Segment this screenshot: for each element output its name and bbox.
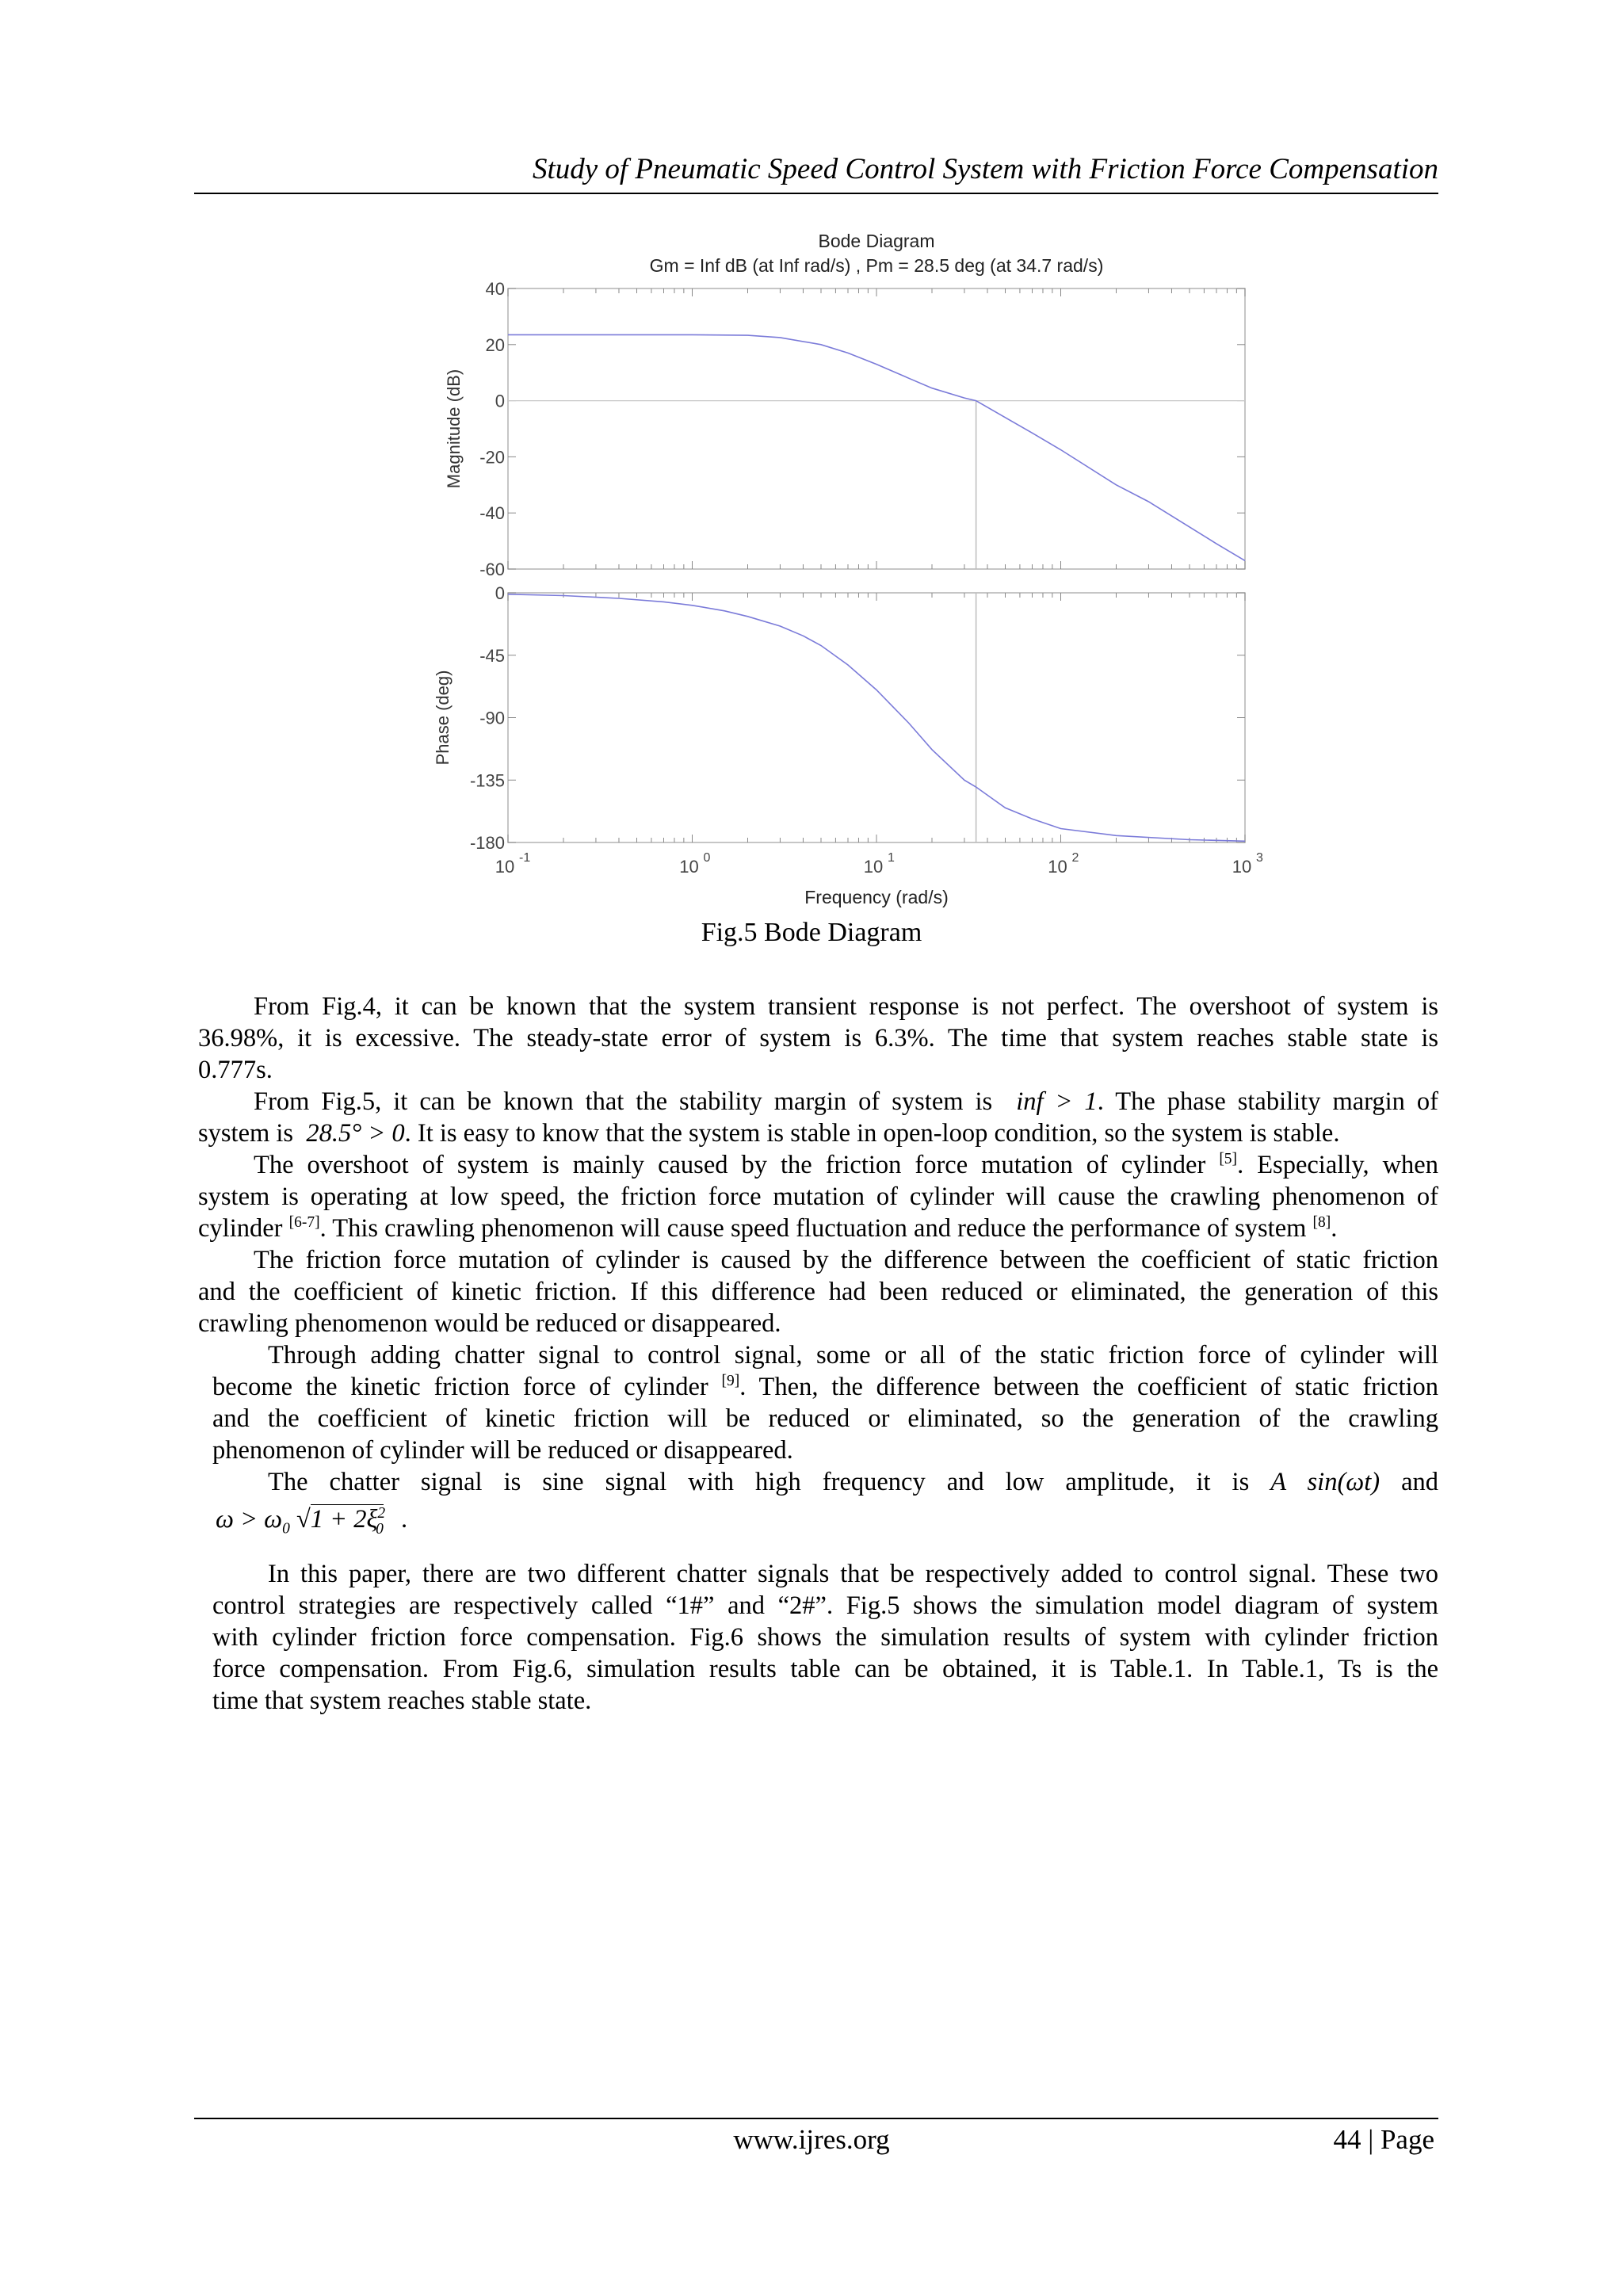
footer-rule	[194, 2118, 1438, 2119]
math-span: 1 + 2ξ	[310, 1505, 378, 1534]
text-span: . This crawling phenomenon will cause speed fluctuation and reduce the performance of system	[319, 1214, 1307, 1243]
magnitude-series-line	[508, 334, 1245, 560]
math-subscript: 0	[282, 1520, 290, 1538]
magnitude-ytick-label: -40	[479, 503, 505, 524]
paragraph-1	[198, 991, 1438, 1086]
chart-title: Bode Diagram	[818, 231, 935, 251]
math-superscript: 2	[377, 1505, 386, 1522]
xtick-label-base: 10	[495, 857, 515, 877]
text-line: crawling phenomenon would be reduced or disappeared.	[198, 1309, 781, 1338]
paragraph-5	[212, 1339, 1438, 1466]
text-line: From Fig.4, it can be known that the system transient response is not perfect. The overshoot of system is	[254, 992, 1438, 1021]
text-line: system is operating at low speed, the friction force mutation of cylinder will cause the crawling phenomenon of	[198, 1182, 1438, 1211]
text-line: 36.98%, it is excessive. The steady-state error of system is 6.3%. The time that system reaches stable state is	[198, 1024, 1438, 1052]
xtick-label-exponent: 1	[888, 851, 895, 865]
text-line: force compensation. From Fig.6, simulation results table can be obtained, it is Table.1. In Table.1, Ts is the	[212, 1655, 1438, 1683]
magnitude-ytick-label: 40	[485, 279, 505, 299]
text-line: control strategies are respectively called “1#” and “2#”. Fig.5 shows the simulation model diagram of system	[212, 1591, 1438, 1620]
phase-ytick-label: -135	[469, 770, 505, 791]
text-span: cylinder	[198, 1214, 283, 1243]
running-header-title: Study of Pneumatic Speed Control System with Friction Force Compensation	[532, 153, 1438, 185]
text-line: time that system reaches stable state.	[212, 1687, 592, 1715]
text-span: . It is easy to know that the system is stable in open-loop condition, so the system is stable.	[404, 1119, 1340, 1148]
xtick-label-exponent: 0	[703, 851, 711, 865]
math-span: ω > ω	[216, 1505, 283, 1534]
xtick-label-base: 10	[1048, 857, 1067, 877]
text-span: . Then, the difference between the coefficient of static friction	[739, 1373, 1438, 1401]
text-span: become the kinetic friction force of cylinder	[212, 1373, 708, 1401]
phase-ytick-label: -180	[469, 833, 505, 853]
text-line: The friction force mutation of cylinder is caused by the difference between the coefficient of static friction	[254, 1246, 1438, 1274]
magnitude-ytick-label: -60	[479, 560, 505, 579]
paragraph-2	[198, 1086, 1438, 1149]
text-span: system is	[198, 1119, 294, 1148]
footer-page-number: 44 | Page	[1333, 2124, 1434, 2155]
phase-axes-box	[508, 593, 1245, 842]
chart-subtitle: Gm = Inf dB (at Inf rad/s) , Pm = 28.5 deg (at 34.7 rad/s)	[649, 255, 1104, 276]
sqrt-radicand	[310, 1504, 386, 1538]
xtick-label-exponent: 2	[1071, 851, 1079, 865]
phase-ytick-label: -90	[479, 708, 505, 728]
text-line: with cylinder friction force compensation. Fig.6 shows the simulation results of system with cylinder friction	[212, 1623, 1438, 1652]
citation: [8]	[1312, 1214, 1331, 1232]
text-span: From Fig.5, it can be known that the stability margin of system is	[254, 1087, 993, 1116]
citation: [9]	[721, 1373, 740, 1390]
text-line: Through adding chatter signal to control signal, some or all of the static friction force of cylinder will	[268, 1341, 1438, 1370]
chatter-signal-expression: A sin(ωt)	[1270, 1468, 1381, 1496]
text-line: In this paper, there are two different chatter signals that be respectively added to control signal. These two	[268, 1560, 1438, 1588]
paragraph-4	[198, 1244, 1438, 1339]
frequency-condition-expression	[216, 1505, 390, 1538]
paragraph-6	[212, 1466, 1438, 1498]
phase-margin-expression: 28.5° > 0	[306, 1119, 405, 1148]
phase-ytick-label: -45	[479, 645, 505, 666]
text-span: .	[401, 1505, 408, 1534]
magnitude-ytick-label: -20	[479, 447, 505, 468]
text-line: phenomenon of cylinder will be reduced or disappeared.	[212, 1436, 793, 1465]
text-line	[198, 1213, 1438, 1244]
text-line: 0.777s.	[198, 1056, 273, 1084]
citation: [6-7]	[288, 1214, 320, 1232]
magnitude-ytick-label: 0	[495, 391, 505, 411]
text-line	[198, 1149, 1438, 1181]
paragraph-7	[212, 1558, 1438, 1717]
text-span: .	[1331, 1214, 1338, 1243]
xtick-label-exponent: 3	[1256, 851, 1263, 865]
text-line: and the coefficient of kinetic friction. If this difference had been reduced or eliminated, the generation of this	[198, 1278, 1438, 1306]
text-line	[212, 1371, 1438, 1403]
text-span: The chatter signal is sine signal with high frequency and low amplitude, it is	[268, 1468, 1250, 1496]
text-line	[198, 1117, 1438, 1149]
citation: [5]	[1219, 1151, 1238, 1168]
figure-caption: Fig.5 Bode Diagram	[701, 918, 922, 947]
phase-ytick-label: 0	[495, 583, 505, 603]
magnitude-axes-box	[508, 288, 1245, 569]
phase-series-line	[508, 594, 1245, 842]
text-line	[212, 1466, 1438, 1498]
frequency-condition	[216, 1503, 850, 1545]
footer-url: www.ijres.org	[733, 2124, 890, 2155]
text-span: and	[1401, 1468, 1439, 1496]
text-span: The overshoot of system is mainly caused by the friction force mutation of cylinder	[254, 1151, 1206, 1179]
sqrt-sign: √	[296, 1505, 311, 1534]
text-line: and the coefficient of kinetic friction will be reduced or eliminated, so the generation of the crawling	[212, 1404, 1438, 1433]
phase-ylabel: Phase (deg)	[433, 670, 453, 766]
paragraph-3	[198, 1149, 1438, 1244]
xtick-label-exponent: -1	[519, 851, 531, 865]
text-span: . Especially, when	[1237, 1151, 1438, 1179]
bode-diagram-figure	[0, 0, 1623, 919]
text-span: . The phase stability margin of	[1097, 1087, 1438, 1116]
xtick-label-base: 10	[863, 857, 884, 877]
magnitude-ytick-label: 20	[485, 334, 505, 355]
text-line	[198, 1086, 1438, 1117]
chart-xlabel: Frequency (rad/s)	[804, 887, 949, 907]
math-subscript: 0	[376, 1520, 384, 1538]
magnitude-ylabel: Magnitude (dB)	[444, 369, 464, 489]
xtick-label-base: 10	[679, 857, 699, 877]
gain-margin-expression: inf > 1	[1016, 1087, 1098, 1116]
xtick-label-base: 10	[1232, 857, 1252, 877]
